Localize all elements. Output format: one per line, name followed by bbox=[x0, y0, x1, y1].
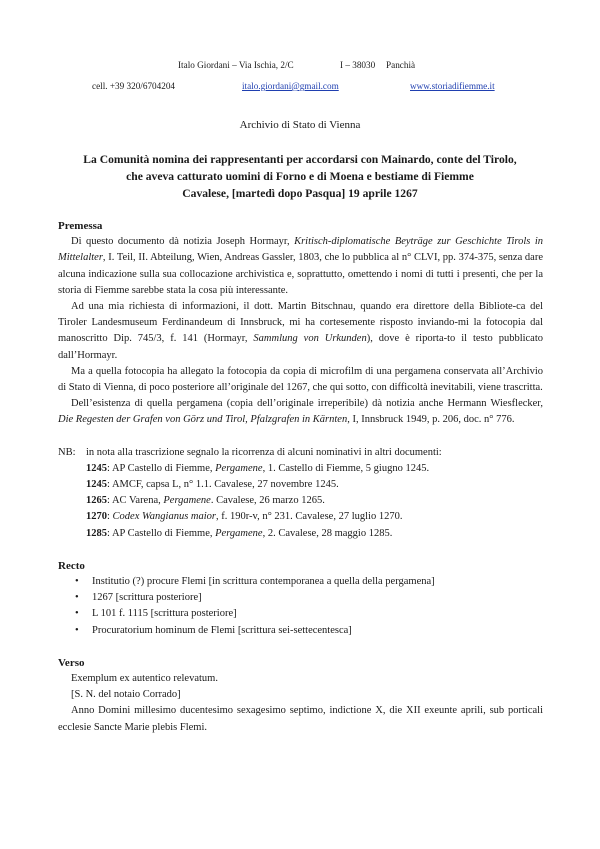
reference-item: 1245: AP Castello di Fiemme, Pergamene, 1. Castello di Fiemme, 5 giugno 1245. bbox=[86, 462, 430, 474]
list-item: • 1267 [scrittura posteriore] bbox=[58, 590, 543, 606]
reference-item: 1265: AC Varena, Pergamene. Cavalese, 26 marzo 1265. bbox=[86, 495, 325, 507]
author-name: Italo Giordani – Via Ischia, 2/C bbox=[178, 60, 294, 70]
bullet-icon: • bbox=[75, 576, 79, 588]
bullet-icon: • bbox=[75, 608, 79, 620]
verso-paragraph: Anno Domini millesimo ducentesimo sexagesimo septimo, indictione X, die XII exeunte aprili, sub porticali ecclesie Sancte Marie plebis Flemi. bbox=[58, 705, 543, 733]
nb-intro: in nota alla trascrizione segnalo la ricorrenza di alcuni nominativi in altri documenti: bbox=[86, 446, 442, 458]
phone: cell. +39 320/6704204 bbox=[92, 81, 176, 91]
bullet-icon: • bbox=[75, 624, 79, 636]
document-title: La Comunità nomina dei rappresentanti per accordarsi con Mainardo, conte del Tirolo, che aveva catturato uomini di Forno e di Moena e bestiame di Fiemme Cavalese, [martedì dopo Pasqua] 19 aprile 1267 bbox=[83, 153, 517, 200]
recto-list bbox=[58, 574, 543, 639]
section-heading-premessa: Premessa bbox=[58, 220, 103, 232]
city: Panchià bbox=[386, 60, 416, 70]
email-link[interactable]: italo.giordani@gmail.com bbox=[242, 81, 339, 91]
paragraph: Di questo documento dà notizia Joseph Hormayr, Kritisch-diplomatische Beyträge zur Geschichte Tirols in Mittelalter, I. Teil, II. Abteilung, Wien, Andreas Gassler, 1803, che lo pubblica al n° CLVI, pp. 374-375, senza dare alcuna indicazione sulla sua collocazione archivistica e, soprattutto, omettendo i nomi di tutti i presenti, che per la storia di Fiemme sarebbe stata la cosa più interessante. bbox=[58, 236, 543, 296]
reference-item: 1245: AMCF, capsa L, n° 1.1. Cavalese, 27 novembre 1245. bbox=[86, 479, 339, 491]
nb-label: NB: bbox=[58, 446, 76, 458]
paragraph: Ad una mia richiesta di informazioni, il dott. Martin Bitschnau, quando era direttore della Bibliote-ca del Tiroler Landesmuseum Ferdinandeum di Innsbruck, mi ha cortesemente risposto inviando-mi la fotocopia dal manoscritto Dip. 745/3, f. 141 (Hormayr, Sammlung von Urkunden), dove è riporta-to il testo pubblicato dall’Hormayr. bbox=[58, 301, 544, 361]
reference-list bbox=[58, 461, 543, 542]
nb-note bbox=[58, 445, 543, 461]
verso-line: [S. N. del notaio Corrado] bbox=[71, 689, 181, 701]
reference-item: 1285: AP Castello di Fiemme, Pergamene, 2. Cavalese, 28 maggio 1285. bbox=[86, 527, 393, 539]
postal-code: I – 38030 bbox=[340, 60, 376, 70]
archive-name: Archivio di Stato di Vienna bbox=[239, 119, 361, 131]
section-heading-recto: Recto bbox=[58, 559, 85, 572]
document-body bbox=[58, 218, 543, 736]
verso-line: Exemplum ex autentico relevatum. bbox=[71, 673, 218, 685]
list-item: • Institutio (?) procure Flemi [in scrittura contemporanea a quella della pergamena] bbox=[58, 574, 543, 590]
website-link[interactable]: www.storiadifiemme.it bbox=[410, 81, 495, 91]
list-item: • Procuratorium hominum de Flemi [scrittura sei-settecentesca] bbox=[58, 623, 543, 639]
paragraph: Dell’esistenza di quella pergamena (copia dell’originale irreperibile) dà notizia anche Hermann Wiesflecker, Die Regesten der Grafen von Görz und Tirol, Pfalzgrafen in Kärnten, I, Innsbruck 1949, p. 206, doc. n° 776. bbox=[58, 398, 543, 426]
list-item: • L 101 f. 1115 [scrittura posteriore] bbox=[58, 606, 543, 622]
bullet-icon: • bbox=[75, 592, 79, 604]
section-heading-verso: Verso bbox=[58, 656, 85, 669]
reference-item: 1270: Codex Wangianus maior, f. 190r-v, n° 231. Cavalese, 27 luglio 1270. bbox=[86, 511, 403, 523]
paragraph: Ma a quella fotocopia ha allegato la fotocopia da copia di microfilm di una pergamena conservata all’Archivio di Stato di Vienna, di poco posteriore all’originale del 1267, che qui sotto, con difficoltà inevitabili, viene trascritta. bbox=[58, 365, 543, 394]
